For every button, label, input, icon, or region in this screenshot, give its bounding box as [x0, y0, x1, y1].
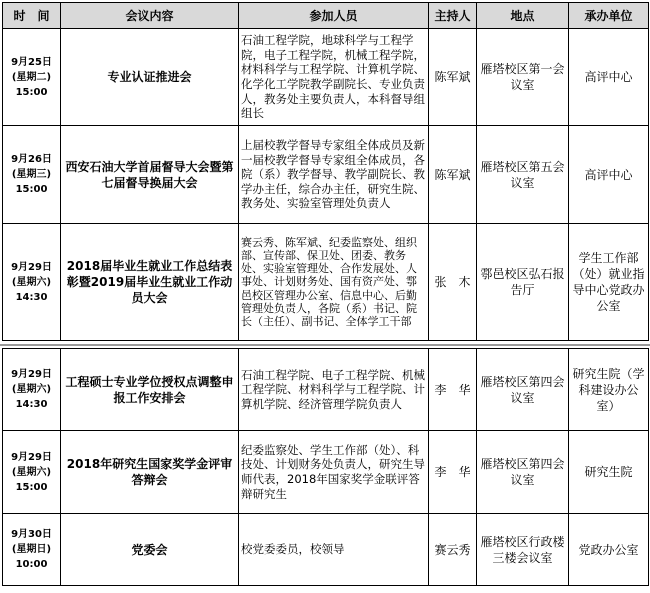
- header-location: 地点: [477, 3, 569, 29]
- table-row: [3, 349, 649, 431]
- topic-cell: 专业认证推进会: [61, 29, 239, 126]
- clock-text: 15:00: [15, 184, 48, 195]
- host-cell: 陈军斌: [429, 29, 477, 126]
- organizer-cell: 高评中心: [569, 29, 649, 126]
- host-cell: 张 木: [429, 224, 477, 341]
- weekday-text: (星期二): [11, 71, 52, 83]
- host-cell: 李 华: [429, 431, 477, 514]
- meeting-schedule-table-continued: [2, 348, 649, 586]
- location-cell: 雁塔校区第四会议室: [477, 349, 569, 431]
- table-row: [3, 224, 649, 341]
- organizer-cell: 研究生院: [569, 431, 649, 514]
- attendees-cell: 上届校教学督导专家组全体成员及新一届校教学督导专家组全体成员，各院（系）教学督导、教学副院长、教学办主任，综合办主任，研究生院、教务处、实验室管理处负责人: [239, 126, 429, 224]
- attendees-cell: 石油工程学院，地球科学与工程学院，电子工程学院，机械工程学院，材料科学与工程学院、计算机学院、化学化工学院教学副院长、专业负责人，教务处主要负责人，本科督导组组长: [239, 29, 429, 126]
- location-cell: 雁塔校区第四会议室: [477, 431, 569, 514]
- organizer-cell: 学生工作部（处）就业指导中心党政办公室: [569, 224, 649, 341]
- section-divider: [0, 344, 650, 346]
- topic-cell: 党委会: [61, 514, 239, 586]
- host-cell: 赛云秀: [429, 514, 477, 586]
- weekday-text: (星期六): [11, 276, 52, 288]
- attendees-cell: 赛云秀、陈军斌、纪委监察处、组织部、宣传部、保卫处、团委、教务处、实验室管理处、合作发展处、人事处、计划财务处、国有资产处、鄠邑校区管理办公室、信息中心、后勤管理处负责人，各院（系）书记、院长（主任）、副书记、全体学工干部: [239, 224, 429, 341]
- time-cell: [3, 349, 61, 431]
- topic-cell: 2018年研究生国家奖学金评审答辩会: [61, 431, 239, 514]
- organizer-cell: 高评中心: [569, 126, 649, 224]
- clock-text: 15:00: [15, 86, 48, 98]
- header-time: 时 间: [3, 3, 61, 29]
- table-row: [3, 29, 649, 126]
- table-row: [3, 431, 649, 514]
- attendees-cell: 纪委监察处、学生工作部（处）、科技处、计划财务处负责人，研究生导师代表，2018年国家奖学金联评答辩研究生: [239, 431, 429, 514]
- topic-cell: 2018届毕业生就业工作总结表彰暨2019届毕业生就业工作动员大会: [61, 224, 239, 341]
- clock-text: 14:30: [15, 291, 48, 303]
- time-cell: [3, 431, 61, 514]
- weekday-text: (星期日): [11, 544, 52, 555]
- location-cell: 雁塔校区第一会议室: [477, 29, 569, 126]
- location-cell: 雁塔校区行政楼三楼会议室: [477, 514, 569, 586]
- date-text: 9月29日: [11, 261, 52, 273]
- date-text: 9月25日: [11, 56, 52, 68]
- time-cell: [3, 29, 61, 126]
- clock-text: 15:00: [15, 481, 48, 493]
- time-cell: [3, 514, 61, 586]
- header-organizer: 承办单位: [569, 3, 649, 29]
- clock-text: 10:00: [15, 559, 48, 570]
- date-text: 9月26日: [11, 154, 52, 165]
- organizer-cell: 党政办公室: [569, 514, 649, 586]
- host-cell: 李 华: [429, 349, 477, 431]
- meeting-schedule-table: [2, 2, 649, 341]
- date-text: 9月29日: [11, 369, 52, 380]
- attendees-cell: 校党委委员，校领导: [239, 514, 429, 586]
- date-text: 9月29日: [11, 451, 52, 463]
- time-cell: [3, 126, 61, 224]
- table-row: [3, 126, 649, 224]
- header-topic: 会议内容: [61, 3, 239, 29]
- time-cell: [3, 224, 61, 341]
- clock-text: 14:30: [15, 399, 48, 410]
- host-cell: 陈军斌: [429, 126, 477, 224]
- header-host: 主持人: [429, 3, 477, 29]
- location-cell: 鄠邑校区弘石报告厅: [477, 224, 569, 341]
- location-cell: 雁塔校区第五会议室: [477, 126, 569, 224]
- weekday-text: (星期三): [11, 169, 52, 180]
- topic-cell: 西安石油大学首届督导大会暨第七届督导换届大会: [61, 126, 239, 224]
- header-row: [3, 3, 649, 29]
- table-row: [3, 514, 649, 586]
- attendees-cell: 石油工程学院、电子工程学院、机械工程学院、材料科学与工程学院、计算机学院、经济管理学院负责人: [239, 349, 429, 431]
- date-text: 9月30日: [11, 529, 52, 540]
- weekday-text: (星期六): [11, 466, 52, 478]
- topic-cell: 工程硕士专业学位授权点调整申报工作安排会: [61, 349, 239, 431]
- weekday-text: (星期六): [11, 384, 52, 395]
- organizer-cell: 研究生院（学科建设办公室）: [569, 349, 649, 431]
- header-attendees: 参加人员: [239, 3, 429, 29]
